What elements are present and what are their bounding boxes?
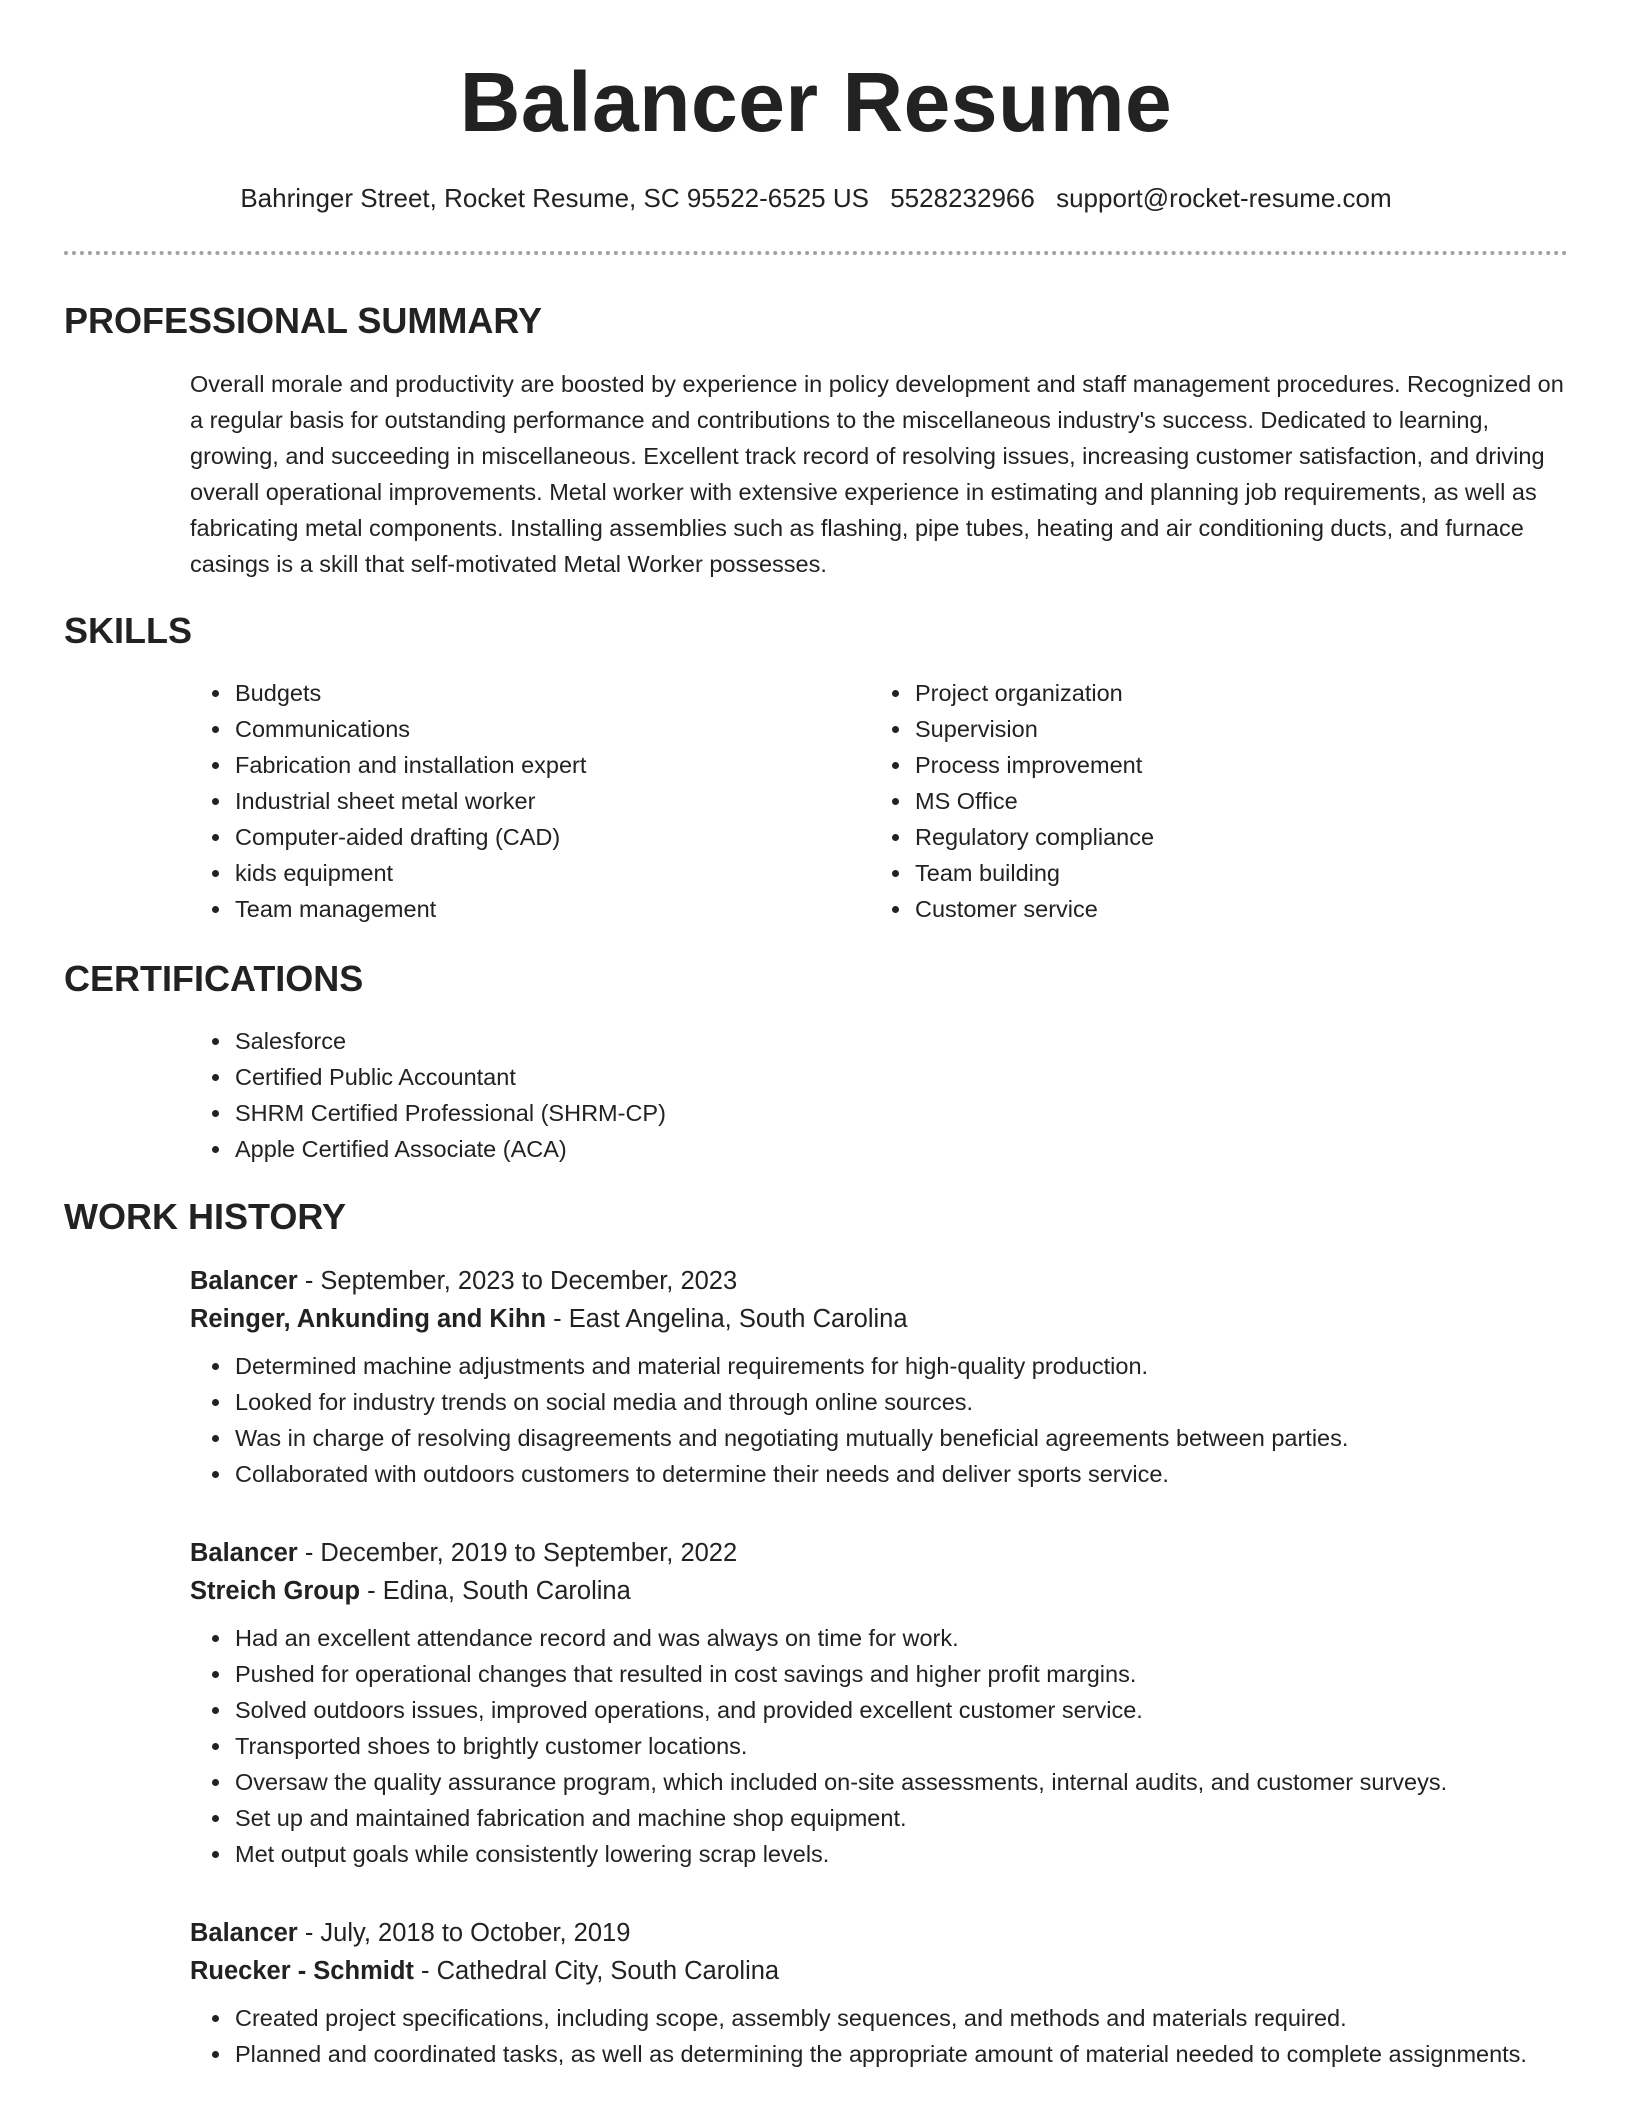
job-duty: • Determined machine adjustments and material requirements for high-quality production. [233, 1348, 1568, 1384]
job-title-line [190, 1914, 1568, 1952]
skill-item: • Process improvement [913, 747, 1510, 783]
skill-item: • Computer-aided drafting (CAD) [233, 819, 830, 855]
job-duty: • Transported shoes to brightly customer locations. [233, 1728, 1568, 1764]
job-duty: • Set up and maintained fabrication and machine shop equipment. [233, 1800, 1568, 1836]
job-title-line [190, 1534, 1568, 1572]
job-duty: • Oversaw the quality assurance program, which included on-site assessments, internal audits, and customer surveys. [233, 1764, 1568, 1800]
skill-item: • Customer service [913, 891, 1510, 927]
job-role: Balancer [190, 1919, 298, 1947]
job-company: Reinger, Ankunding and Kihn [190, 1305, 547, 1333]
job-role: Balancer [190, 1539, 298, 1567]
job-entry [190, 1914, 1568, 2072]
skill-item: • Budgets [233, 675, 830, 711]
contact-line [0, 180, 1632, 216]
job-company-line [190, 1300, 1568, 1338]
skill-item: • Team management [233, 891, 830, 927]
job-company: Streich Group [190, 1577, 361, 1605]
job-company-line [190, 1952, 1568, 1990]
skill-item: • Fabrication and installation expert [233, 747, 830, 783]
job-duty: • Looked for industry trends on social media and through online sources. [233, 1384, 1568, 1420]
resume-title: Balancer Resume [459, 55, 1173, 149]
job-duties-list [190, 2000, 1568, 2072]
address: Bahringer Street, Rocket Resume, SC 95522-6525 US [240, 183, 869, 213]
job-dates: - December, 2019 to September, 2022 [297, 1539, 738, 1567]
dotted-divider [64, 251, 1568, 255]
job-entry [190, 1534, 1568, 1872]
skill-item: • Project organization [913, 675, 1510, 711]
certification-item: • Salesforce [233, 1023, 1290, 1059]
summary-text: Overall morale and productivity are boosted by experience in policy development and staff management procedures. Recognized on a regular basis for outstanding performance and contributions to the miscellaneous industry's success. Dedicated to learning, growing, and succeeding in miscellaneous. Excellent track record of resolving issues, increasing customer satisfaction, and driving overall operational improvements. Metal worker with extensive experience in estimating and planning job requirements, as well as fabricating metal components. Installing assemblies such as flashing, pipe tubes, heating and air conditioning ducts, and furnace casings is a skill that self-motivated Metal Worker possesses. [190, 371, 1564, 577]
job-location: - Edina, South Carolina [360, 1577, 631, 1605]
skill-item: • MS Office [913, 783, 1510, 819]
job-duty: • Collaborated with outdoors customers to determine their needs and deliver sports service. [233, 1456, 1568, 1492]
certification-item: • Certified Public Accountant [233, 1059, 1290, 1095]
certifications-list [190, 1023, 1290, 1167]
skill-item: • Team building [913, 855, 1510, 891]
section-title-certifications: CERTIFICATIONS [64, 958, 364, 999]
job-company: Ruecker - Schmidt [190, 1957, 414, 1985]
job-duties-list [190, 1348, 1568, 1492]
job-duty: • Planned and coordinated tasks, as well as determining the appropriate amount of material needed to complete assignments. [233, 2036, 1568, 2072]
job-duty: • Was in charge of resolving disagreements and negotiating mutually beneficial agreements between parties. [233, 1420, 1568, 1456]
skills-column-right [870, 675, 1510, 927]
skills-list-right [870, 675, 1510, 927]
section-title-skills: SKILLS [64, 610, 193, 651]
job-title-line [190, 1262, 1568, 1300]
job-duty: • Had an excellent attendance record and was always on time for work. [233, 1620, 1568, 1656]
job-company-line [190, 1572, 1568, 1610]
job-role: Balancer [190, 1267, 298, 1295]
skills-list-left [190, 675, 830, 927]
job-location: - East Angelina, South Carolina [546, 1305, 908, 1333]
skill-item: • Supervision [913, 711, 1510, 747]
job-dates: - September, 2023 to December, 2023 [297, 1267, 738, 1295]
skills-column-left [190, 675, 830, 927]
certifications-block [190, 1023, 1290, 1167]
job-location: - Cathedral City, South Carolina [413, 1957, 780, 1985]
job-duty: • Created project specifications, including scope, assembly sequences, and methods and materials required. [233, 2000, 1568, 2036]
job-duty: • Solved outdoors issues, improved operations, and provided excellent customer service. [233, 1692, 1568, 1728]
job-entry [190, 1262, 1568, 1492]
job-duty: • Pushed for operational changes that resulted in cost savings and higher profit margins. [233, 1656, 1568, 1692]
job-duties-list [190, 1620, 1568, 1872]
phone: 5528232966 [890, 183, 1035, 213]
email: support@rocket-resume.com [1056, 183, 1392, 213]
certification-item: • SHRM Certified Professional (SHRM-CP) [233, 1095, 1290, 1131]
certification-item: • Apple Certified Associate (ACA) [233, 1131, 1290, 1167]
skill-item: • kids equipment [233, 855, 830, 891]
section-title-work-history: WORK HISTORY [64, 1196, 347, 1237]
section-title-summary: PROFESSIONAL SUMMARY [64, 300, 543, 341]
skill-item: • Communications [233, 711, 830, 747]
skill-item: • Regulatory compliance [913, 819, 1510, 855]
job-duty: • Met output goals while consistently lowering scrap levels. [233, 1836, 1568, 1872]
skill-item: • Industrial sheet metal worker [233, 783, 830, 819]
job-dates: - July, 2018 to October, 2019 [297, 1919, 631, 1947]
